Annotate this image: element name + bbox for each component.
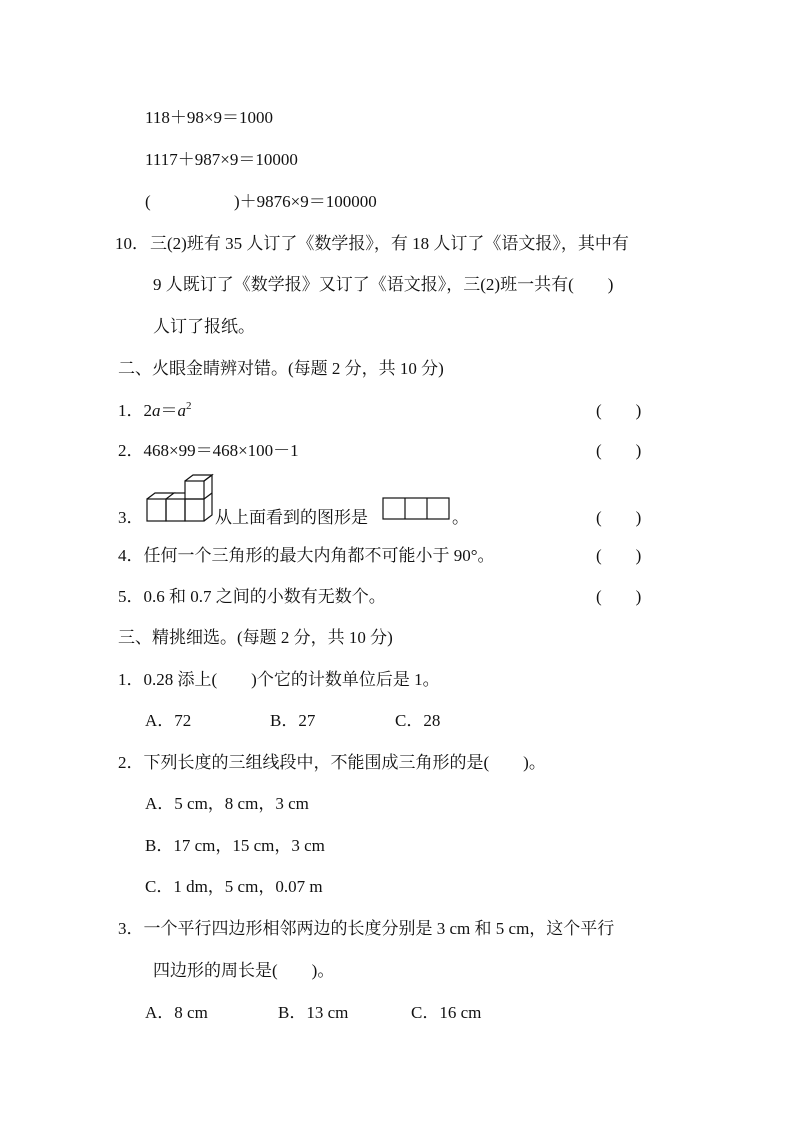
pattern-blank-open: ( <box>145 192 151 211</box>
s2-item4-answer-blank[interactable]: ( ) <box>596 546 642 565</box>
s2-item2-number: 2． <box>118 441 144 460</box>
q10-line-3: 人订了报纸。 <box>153 317 255 336</box>
q10-line-1: 三(2)班有 35 人订了《数学报》，有 18 人订了《语文报》，其中有 <box>150 234 629 253</box>
s3-q1-option-b[interactable]: B．27 <box>270 711 316 730</box>
cube-stack-figure <box>146 474 216 524</box>
pattern-line-1: 118＋98×9＝1000 <box>145 108 273 127</box>
s2-item1-exponent: 2 <box>186 400 192 412</box>
s3-q1-option-a[interactable]: A．72 <box>145 711 192 730</box>
s3-q1-option-c[interactable]: C．28 <box>395 711 441 730</box>
s2-item5-number: 5． <box>118 587 144 606</box>
s2-item1-var-a: a <box>152 401 161 420</box>
s2-item5-text: 0.6 和 0.7 之间的小数有无数个。 <box>143 587 386 606</box>
s3-q3-option-b[interactable]: B．13 cm <box>278 1003 349 1022</box>
s3-q3-stem-line-1: 3．一个平行四边形相邻两边的长度分别是 3 cm 和 5 cm，这个平行 <box>118 919 615 938</box>
s3-q3-stem-line-2: 四边形的周长是( )。 <box>153 961 335 980</box>
s2-item1-equals: ＝ <box>160 401 178 420</box>
s3-q1-stem: 1．0.28 添上( )个它的计数单位后是 1。 <box>118 670 440 689</box>
s3-q3-option-c[interactable]: C．16 cm <box>411 1003 482 1022</box>
section3-heading: 三、精挑细选。(每题 2 分，共 10 分) <box>118 628 393 647</box>
section2-heading: 二、火眼金睛辨对错。(每题 2 分，共 10 分) <box>118 359 444 378</box>
s2-item2-text: 468×99＝468×100－1 <box>143 441 299 460</box>
s3-q3-option-a[interactable]: A．8 cm <box>145 1003 208 1022</box>
s2-item1-answer-blank[interactable]: ( ) <box>596 401 642 420</box>
s2-item4-text: 任何一个三角形的最大内角都不可能小于 90°。 <box>143 546 495 565</box>
s2-item3-answer-blank[interactable]: ( ) <box>596 508 642 527</box>
s2-item1-var-a2: a <box>177 401 186 420</box>
s3-q2-option-c[interactable]: C．1 dm，5 cm，0.07 m <box>145 877 323 896</box>
s2-item4 <box>118 546 495 566</box>
s2-item1 <box>118 401 192 421</box>
s2-item2 <box>118 441 299 461</box>
q10-line-2: 9 人既订了《数学报》又订了《语文报》，三(2)班一共有( ) <box>153 275 614 294</box>
s3-q2-option-b[interactable]: B．17 cm，15 cm，3 cm <box>145 836 325 855</box>
s2-item2-answer-blank[interactable]: ( ) <box>596 441 642 460</box>
s2-item3-number: 3． <box>118 508 144 527</box>
pattern-blank-rest: )＋9876×9＝100000 <box>234 192 377 211</box>
s2-item5 <box>118 587 386 607</box>
pattern-line-2: 1117＋987×9＝10000 <box>145 150 298 169</box>
s2-item5-answer-blank[interactable]: ( ) <box>596 587 642 606</box>
s3-q2-option-a[interactable]: A．5 cm，8 cm，3 cm <box>145 794 309 813</box>
s2-item3-text: 从上面看到的图形是 <box>215 508 368 527</box>
s3-q2-stem: 2．下列长度的三组线段中，不能围成三角形的是( )。 <box>118 753 546 772</box>
s2-item3-period: 。 <box>452 508 469 527</box>
s2-item1-number: 1． <box>118 401 144 420</box>
s2-item1-coef: 2 <box>143 401 152 420</box>
top-view-figure <box>382 497 452 521</box>
q10-number: 10． <box>115 234 149 253</box>
s2-item4-number: 4． <box>118 546 144 565</box>
